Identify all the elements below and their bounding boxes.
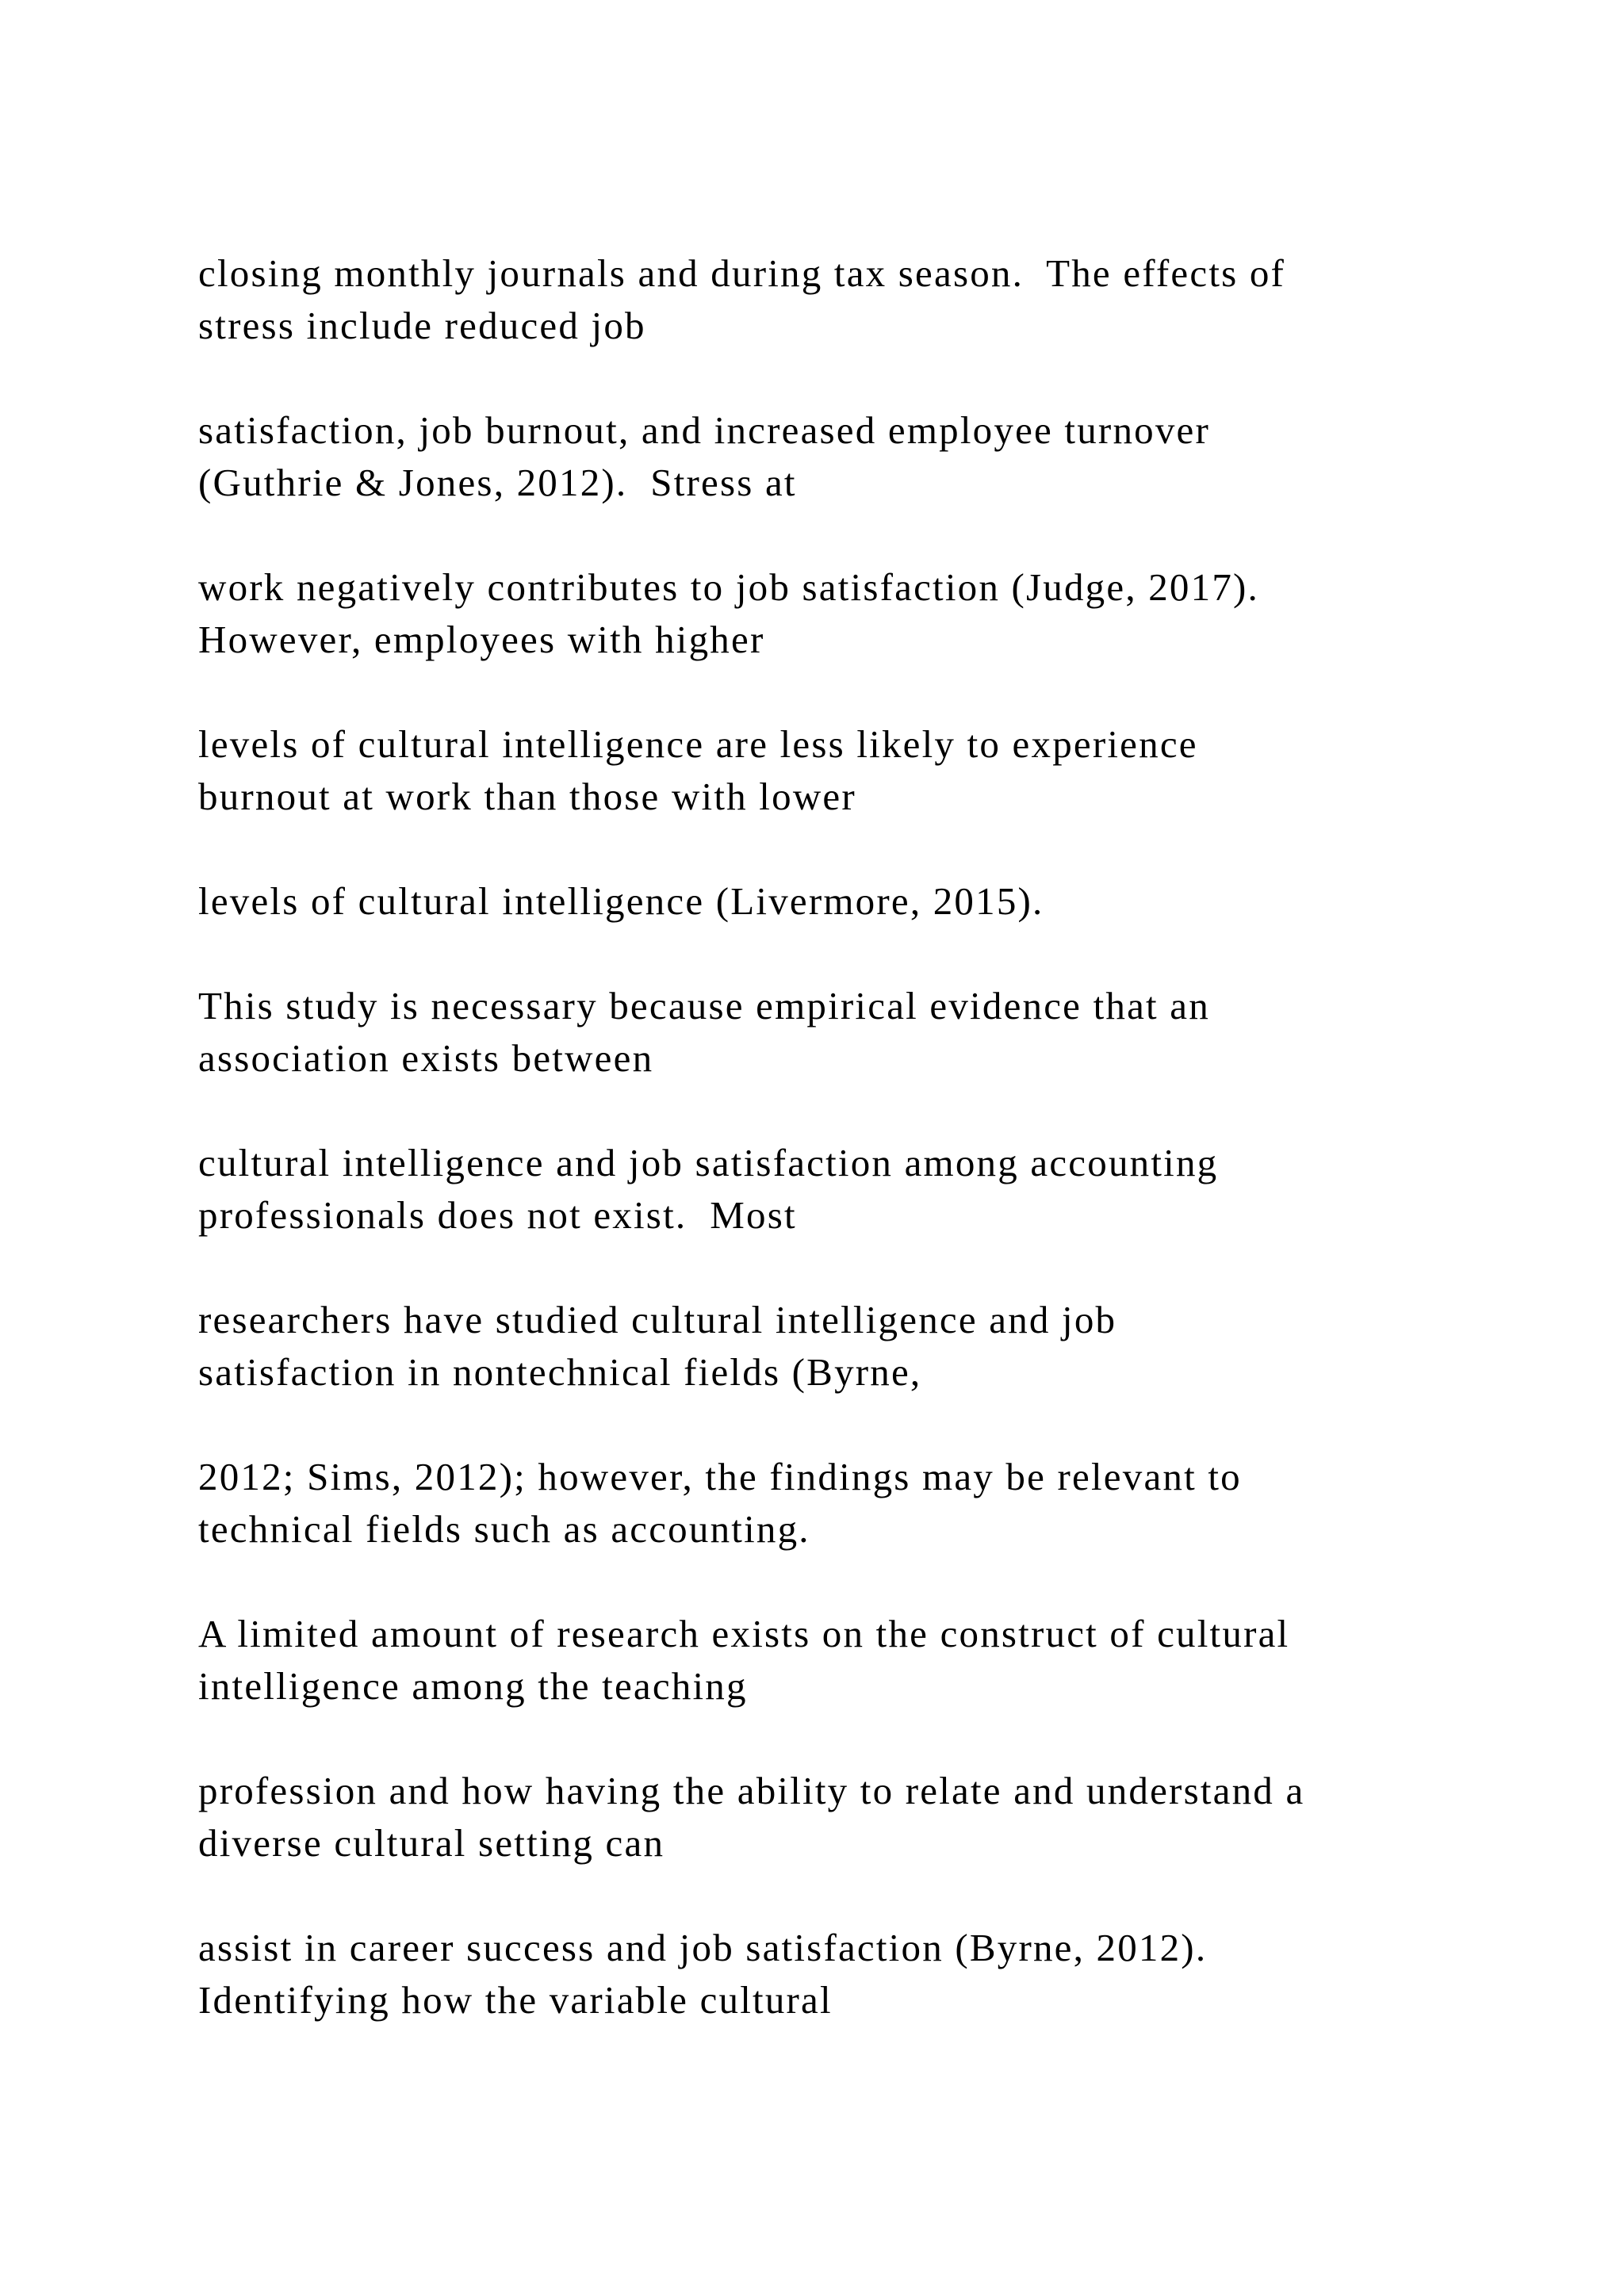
text-line: assist in career success and job satisfaction (Byrne, 2012). xyxy=(198,1926,1208,1969)
text-line: (Guthrie & Jones, 2012). Stress at xyxy=(198,461,797,504)
text-line: technical fields such as accounting. xyxy=(198,1507,810,1551)
text-line: satisfaction, job burnout, and increased employee turnover xyxy=(198,408,1211,452)
text-line: researchers have studied cultural intelligence and job xyxy=(198,1298,1117,1341)
paragraph xyxy=(198,561,1546,666)
text-line: diverse cultural setting can xyxy=(198,1821,665,1865)
paragraph xyxy=(198,1137,1546,1242)
text-line: levels of cultural intelligence (Livermore, 2015). xyxy=(198,879,1044,923)
text-line: satisfaction in nontechnical fields (Byrne, xyxy=(198,1350,922,1394)
text-line: levels of cultural intelligence are less likely to experience xyxy=(198,722,1198,766)
document-body xyxy=(198,247,1546,2079)
text-line: professionals does not exist. Most xyxy=(198,1193,797,1237)
text-line: cultural intelligence and job satisfaction among accounting xyxy=(198,1141,1219,1184)
text-line: intelligence among the teaching xyxy=(198,1664,748,1708)
paragraph xyxy=(198,980,1546,1085)
text-line: burnout at work than those with lower xyxy=(198,775,856,818)
paragraph xyxy=(198,247,1546,352)
text-line: profession and how having the ability to relate and understand a xyxy=(198,1769,1305,1812)
text-line: closing monthly journals and during tax season. The effects of xyxy=(198,251,1286,295)
text-line: work negatively contributes to job satisfaction (Judge, 2017). xyxy=(198,565,1260,609)
text-line: 2012; Sims, 2012); however, the findings may be relevant to xyxy=(198,1455,1242,1498)
paragraph xyxy=(198,1608,1546,1712)
text-line: Identifying how the variable cultural xyxy=(198,1978,833,2022)
paragraph xyxy=(198,1294,1546,1399)
text-line: A limited amount of research exists on the construct of cultural xyxy=(198,1612,1290,1655)
paragraph xyxy=(198,1765,1546,1869)
paragraph xyxy=(198,404,1546,509)
text-line: association exists between xyxy=(198,1036,654,1080)
paragraph xyxy=(198,1451,1546,1556)
text-line: This study is necessary because empirical evidence that an xyxy=(198,984,1210,1027)
paragraph xyxy=(198,718,1546,823)
paragraph xyxy=(198,875,1546,928)
text-line: stress include reduced job xyxy=(198,304,646,347)
paragraph xyxy=(198,1922,1546,2026)
text-line: However, employees with higher xyxy=(198,618,765,661)
